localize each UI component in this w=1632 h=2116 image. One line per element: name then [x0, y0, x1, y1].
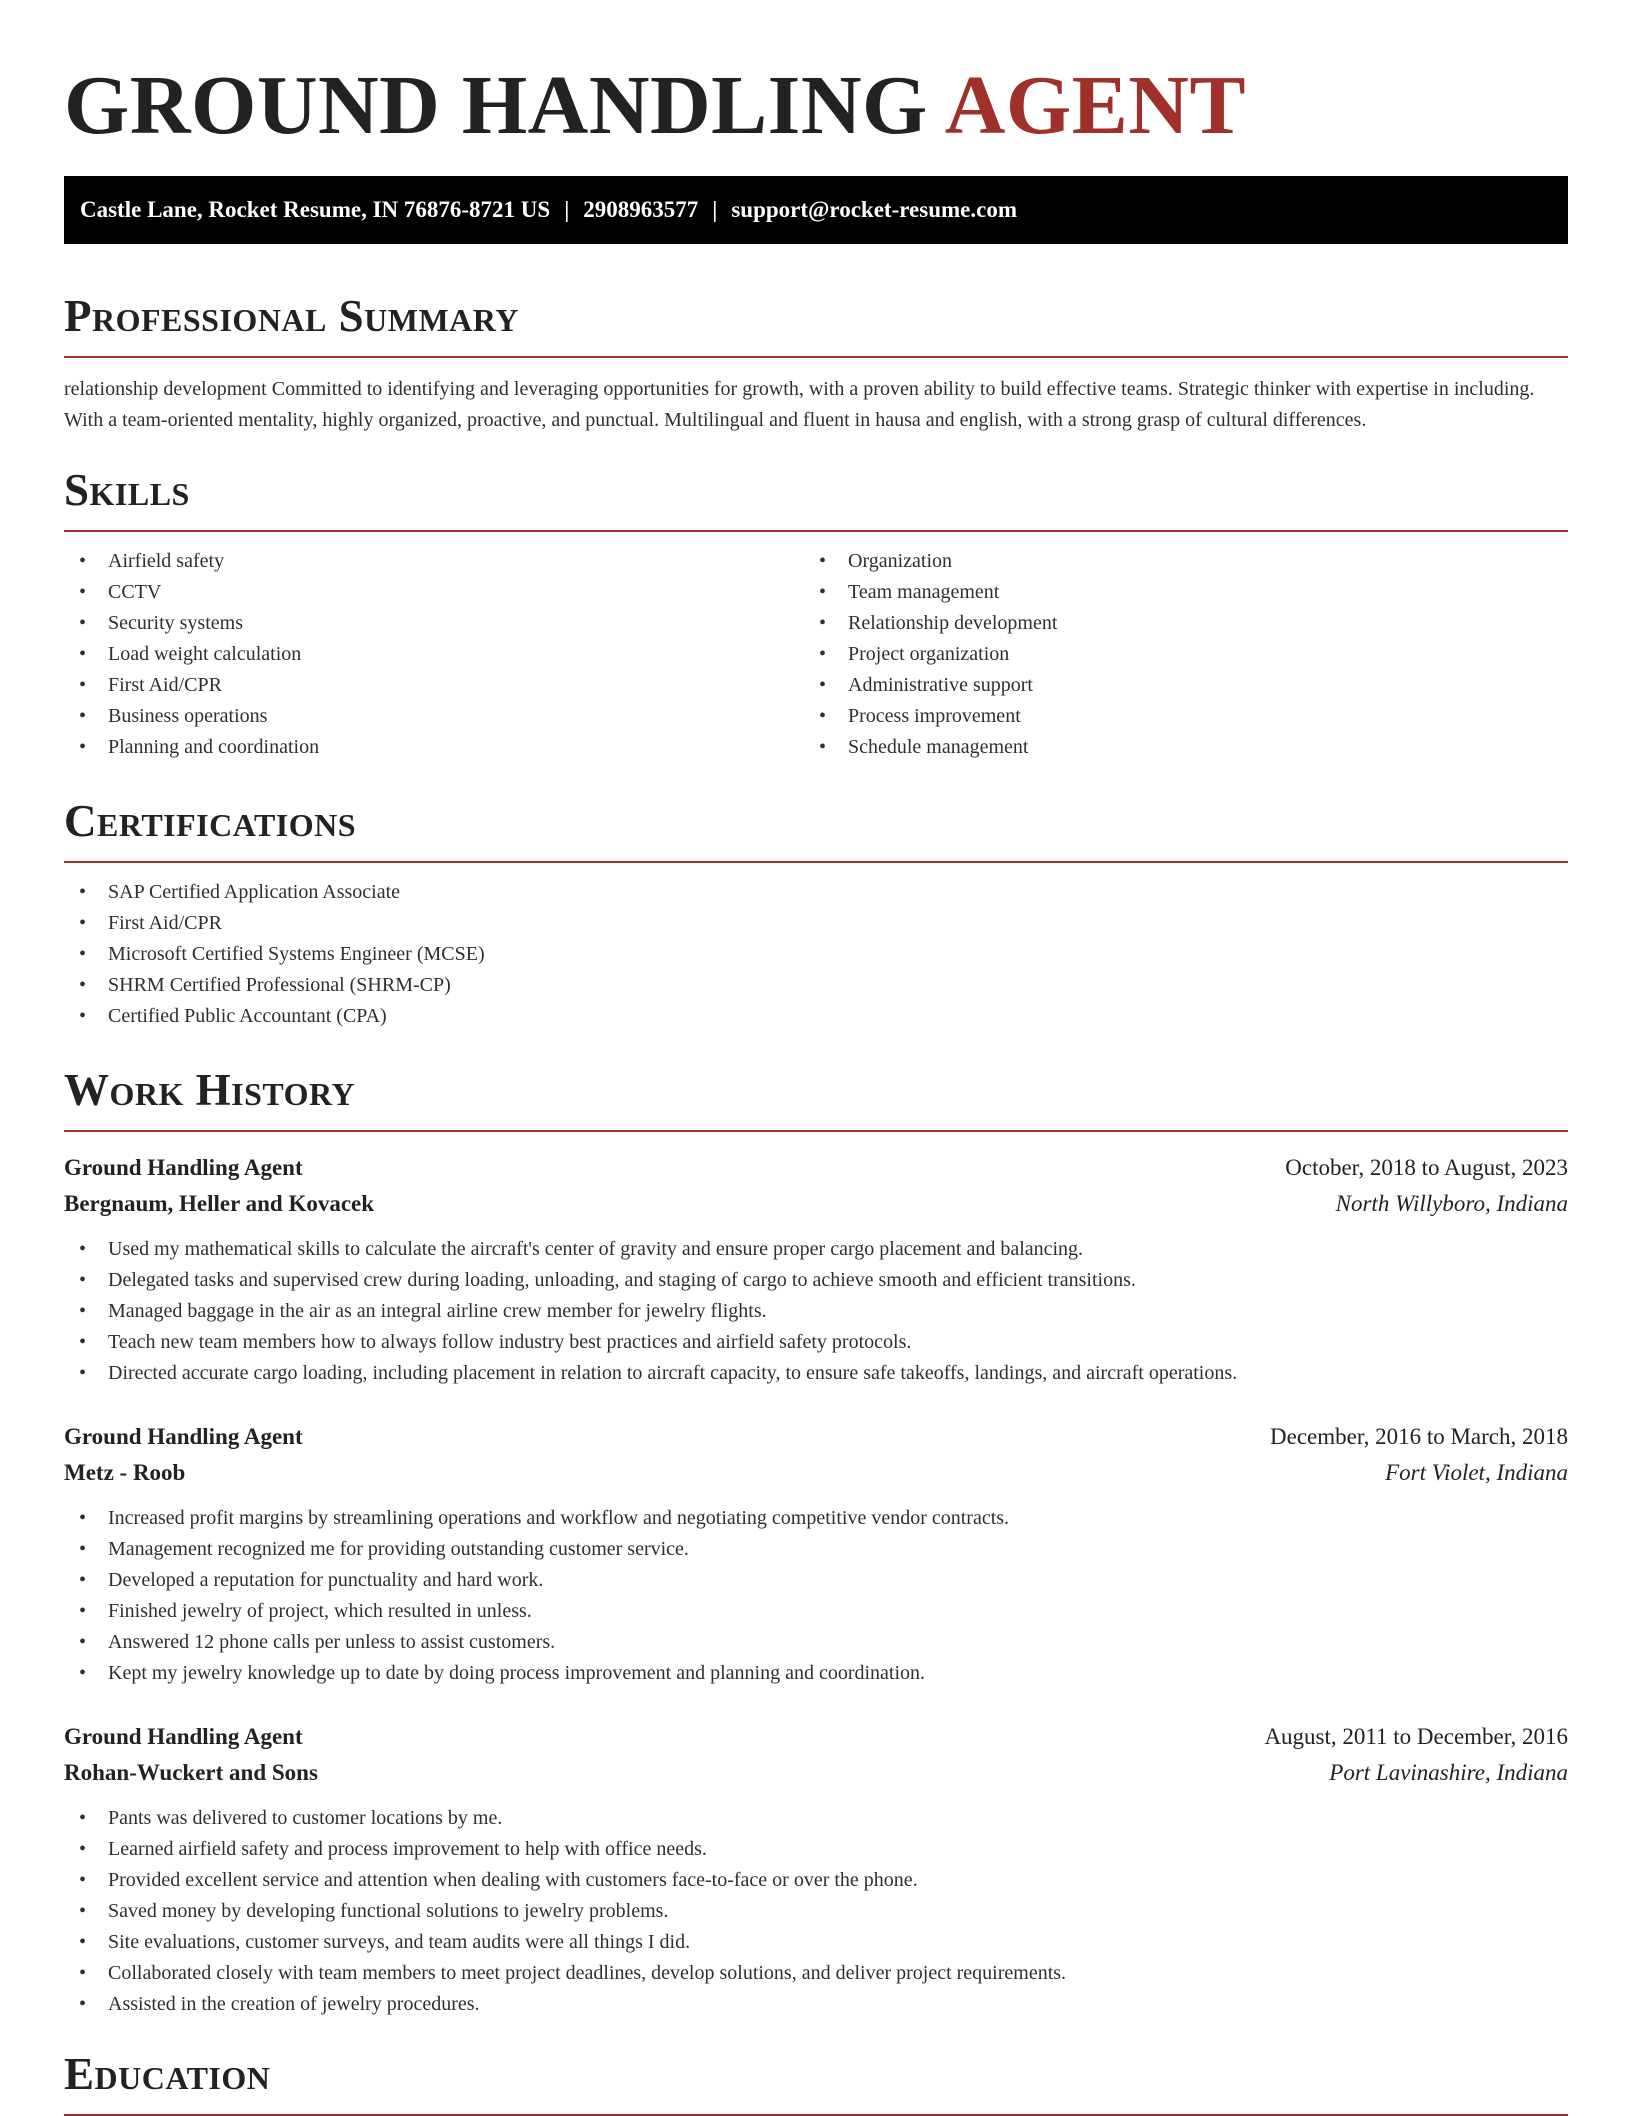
skills-list-right: [804, 546, 1544, 763]
job-bullets: [64, 1803, 1568, 2020]
skill-item: • Administrative support: [804, 670, 1544, 701]
job-dates: October, 2018 to August, 2023: [1285, 1155, 1568, 1180]
contact-bar: [64, 176, 1568, 244]
job-bullet: • Learned airfield safety and process improvement to help with office needs.: [64, 1834, 1568, 1865]
job-title: Ground Handling Agent: [64, 1724, 303, 1749]
job-header-row: [64, 1719, 1568, 1755]
job-bullet: • Kept my jewelry knowledge up to date by doing process improvement and planning and coordination.: [64, 1658, 1568, 1689]
summary-text: relationship development Committed to identifying and leveraging opportunities for growth, with a proven ability to build effective teams. Strategic thinker with expertise in including. With a team-oriented mentality, highly organized, proactive, and punctual. Multilingual and fluent in hausa and english, with a strong grasp of cultural differences.: [64, 378, 1535, 431]
skill-item: • Relationship development: [804, 608, 1544, 639]
job-company: Bergnaum, Heller and Kovacek: [64, 1191, 375, 1216]
section-divider: [64, 1130, 1568, 1132]
skill-item: • Process improvement: [804, 701, 1544, 732]
section-title-skills: Skills: [64, 465, 190, 515]
job-dates: August, 2011 to December, 2016: [1264, 1724, 1568, 1749]
skill-item: • CCTV: [64, 577, 804, 608]
skill-item: • First Aid/CPR: [64, 670, 804, 701]
job-title: Ground Handling Agent: [64, 1155, 303, 1180]
job-bullet: • Saved money by developing functional solutions to jewelry problems.: [64, 1896, 1568, 1927]
job-entry: [64, 1150, 1568, 1389]
job-location: North Willyboro, Indiana: [1335, 1191, 1568, 1216]
skills-grid: [64, 546, 1568, 763]
section-title-education: Education: [64, 2049, 271, 2099]
job-bullet: • Answered 12 phone calls per unless to assist customers.: [64, 1627, 1568, 1658]
job-bullet: • Collaborated closely with team members to meet project deadlines, develop solutions, and deliver project requirements.: [64, 1958, 1568, 1989]
section-divider: [64, 530, 1568, 532]
work-history-section: [64, 1064, 1568, 2020]
job-company-row: [64, 1755, 1568, 1791]
job-header-row: [64, 1419, 1568, 1455]
job-company-row: [64, 1455, 1568, 1491]
job-bullet: • Developed a reputation for punctuality and hard work.: [64, 1565, 1568, 1596]
job-entry: [64, 1719, 1568, 2020]
education-section: [64, 2048, 1568, 2116]
job-bullet: • Increased profit margins by streamlining operations and workflow and negotiating competitive vendor contracts.: [64, 1503, 1568, 1534]
skills-list-left: [64, 546, 804, 763]
skill-item: • Project organization: [804, 639, 1544, 670]
job-company-row: [64, 1186, 1568, 1222]
name-last: AGENT: [944, 59, 1246, 152]
job-bullet: • Site evaluations, customer surveys, and team audits were all things I did.: [64, 1927, 1568, 1958]
job-bullets: [64, 1503, 1568, 1689]
skill-item: • Security systems: [64, 608, 804, 639]
name-first: GROUND HANDLING: [64, 59, 928, 152]
job-bullets: [64, 1234, 1568, 1389]
job-bullet: • Directed accurate cargo loading, including placement in relation to aircraft capacity, to ensure safe takeoffs, landings, and aircraft operations.: [64, 1358, 1568, 1389]
skill-item: • Team management: [804, 577, 1544, 608]
resume-page: [64, 0, 1568, 2116]
section-divider: [64, 861, 1568, 863]
resume-name-heading: [64, 0, 1568, 154]
job-bullet: • Teach new team members how to always follow industry best practices and airfield safety protocols.: [64, 1327, 1568, 1358]
job-bullet: • Provided excellent service and attention when dealing with customers face-to-face or over the phone.: [64, 1865, 1568, 1896]
contact-email: support@rocket-resume.com: [731, 197, 1017, 222]
skill-item: • Planning and coordination: [64, 732, 804, 763]
job-bullet: • Pants was delivered to customer locations by me.: [64, 1803, 1568, 1834]
job-title: Ground Handling Agent: [64, 1424, 303, 1449]
certification-item: • SHRM Certified Professional (SHRM-CP): [64, 970, 1568, 1001]
job-bullet: • Used my mathematical skills to calculate the aircraft's center of gravity and ensure proper cargo placement and balancing.: [64, 1234, 1568, 1265]
job-dates: December, 2016 to March, 2018: [1270, 1424, 1568, 1449]
certification-item: • First Aid/CPR: [64, 908, 1568, 939]
certifications-list: [64, 877, 1568, 1032]
certification-item: • Certified Public Accountant (CPA): [64, 1001, 1568, 1032]
job-bullet: • Finished jewelry of project, which resulted in unless.: [64, 1596, 1568, 1627]
skill-item: • Load weight calculation: [64, 639, 804, 670]
certifications-section: [64, 795, 1568, 1032]
contact-separator: |: [712, 197, 718, 222]
skill-item: • Organization: [804, 546, 1544, 577]
job-bullet: • Delegated tasks and supervised crew during loading, unloading, and staging of cargo to achieve smooth and efficient transitions.: [64, 1265, 1568, 1296]
skills-section: [64, 464, 1568, 763]
skill-item: • Business operations: [64, 701, 804, 732]
certification-item: • SAP Certified Application Associate: [64, 877, 1568, 908]
certification-item: • Microsoft Certified Systems Engineer (MCSE): [64, 939, 1568, 970]
job-bullet: • Management recognized me for providing outstanding customer service.: [64, 1534, 1568, 1565]
job-bullet: • Managed baggage in the air as an integral airline crew member for jewelry flights.: [64, 1296, 1568, 1327]
section-title-certifications: Certifications: [64, 796, 357, 846]
contact-address: Castle Lane, Rocket Resume, IN 76876-8721 US: [80, 197, 551, 222]
job-header-row: [64, 1150, 1568, 1186]
job-bullet: • Assisted in the creation of jewelry procedures.: [64, 1989, 1568, 2020]
summary-section: [64, 290, 1568, 436]
job-location: Fort Violet, Indiana: [1385, 1460, 1568, 1485]
skill-item: • Schedule management: [804, 732, 1544, 763]
section-title-work-history: Work History: [64, 1065, 356, 1115]
job-company: Metz - Roob: [64, 1460, 186, 1485]
section-divider: [64, 356, 1568, 358]
job-company: Rohan-Wuckert and Sons: [64, 1760, 318, 1785]
job-location: Port Lavinashire, Indiana: [1329, 1760, 1568, 1785]
section-title-summary: Professional Summary: [64, 291, 519, 341]
contact-separator: |: [564, 197, 570, 222]
contact-phone: 2908963577: [583, 197, 699, 222]
job-entry: [64, 1419, 1568, 1689]
skill-item: • Airfield safety: [64, 546, 804, 577]
